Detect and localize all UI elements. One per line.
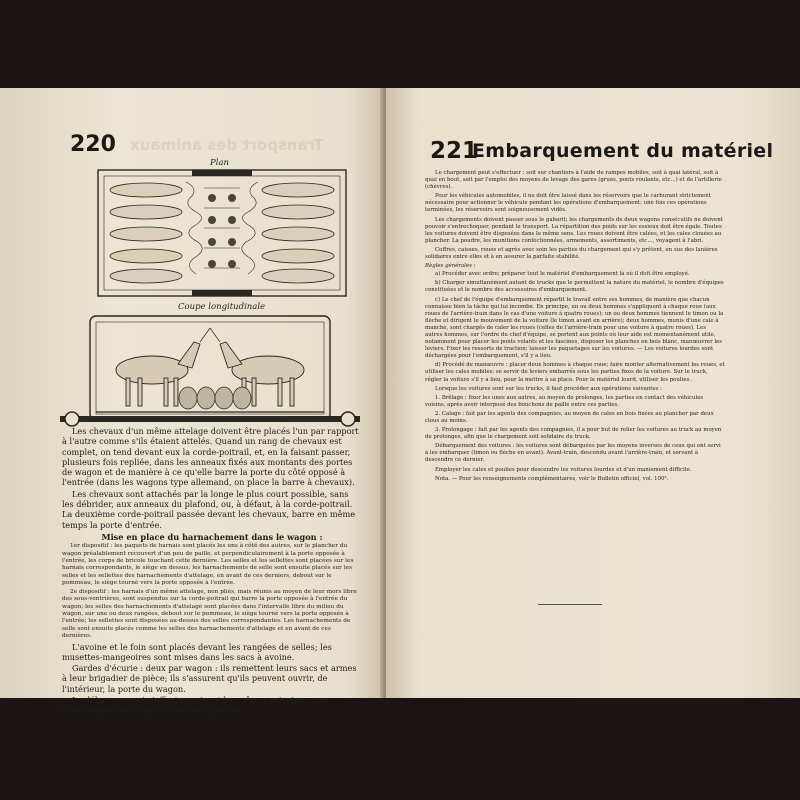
page-title: Embarquement du matériel <box>472 140 774 162</box>
section-heading: Mise en place du harnachement dans le wagon : <box>101 531 323 542</box>
wagon-section-figure <box>60 312 360 442</box>
rule-item: 2. Calage : fait par les agents des compagnies, au moyen de cales en bois fixées au plancher par deux clous au moins. <box>425 410 714 424</box>
rule-item: d) Procédé de manœuvre : placer deux hommes à chaque roue; faire monter alternativement les roues, et utiliser les cales mobiles; se servir de leviers embarrés sous les parties fixes de la voiture. Sur le truck, régler la voiture s'il y a lieu, pour la mettre à sa place. Pour le matériel lourd, utiliser les poulies. <box>425 362 725 383</box>
paragraph: Les chevaux d'un même attelage doivent être placés l'un par rapport à l'autre comme s'ils étaient attelés. Quand un rang de chevaux est complet, on tend devant eux la corde-poitrail, et, en la faisant passer, plusieurs fois repliée, dans les anneaux fixés aux montants des portes de wagon et de manière à ce qu'elle barre la porte du côté opposé à l'entrée (dans les wagons type allemand, on place la barre à chevaux). <box>62 426 359 488</box>
section-heading: Règles générales : <box>425 263 476 270</box>
small-paragraph: 2e dispositif : les harnais d'un même attelage, non pliés, mais réunis au moyen de leur mors libre des sous-ventrières, sont suspendus sur la corde-poitrail qui barre la porte opposée à l'entrée du wagon; les selles des harnachements d'attelage sont placées dans l'intervalle libre du milieu du wagon, sur une ou deux rangées, debout sur le pommeau, le siège tourné vers la porte opposée à l'entrée; les sellettes sont disposées au-dessus des selles correspondantes. Les harnachements de selle sont ensuite placés comme les selles des harnachements d'attelage et en avant de ces dernières. <box>62 588 357 640</box>
paragraph: Le débarquement s'effectue suivant les mêmes principes que l'embarquement et par les moyens inverses. <box>62 695 327 716</box>
bleed-through-text: Transport des animaux <box>130 136 324 154</box>
rule-item: Débarquement des voitures : les voitures sont débarquées par les moyens inverses de ceux qui ont servi à les embarquer (timon ou flèche en avant). Avant-train, descendu avant l'arrière-train, et servant à descendre ce dernier. <box>425 443 721 464</box>
left-page <box>0 88 386 716</box>
paragraph: Les chevaux sont attachés par la longe le plus court possible, sans les débrider, aux anneaux du plafond, ou, à défaut, à la corde-poitrail. La deuxième corde-poitrail passée devant les chevaux, barre en même temps la porte d'entrée. <box>62 488 356 530</box>
wagon-plan-figure <box>94 168 350 300</box>
closing-rule <box>538 604 602 605</box>
page-number-left: 220 <box>70 132 116 157</box>
rule-item: b) Charger simultanément autant de trucks que le permettent la nature du matériel, le nombre d'équipes constituées et le nombre des accessoires d'embarquement. <box>425 280 724 294</box>
left-page-text <box>62 426 362 717</box>
book-spread <box>0 88 800 716</box>
rule-item: 1. Brêlage : fixer les unes aux autres, au moyen de prolonges, les parties en contact des véhicules voisins, après avoir interposé des bouchons de paille entre ces parties. <box>425 394 704 408</box>
paragraph: Pour les véhicules automobiles, il ne doit être laissé dans les réservoirs que le carburant strictement nécessaire pour actionner le véhicule pendant les opérations d'embarquement; une fois ces opérations terminées, les réservoirs sont soigneusement vidés. <box>425 193 711 214</box>
paragraph: Le chargement peut s'effectuer : soit sur chantiers à l'aide de rampes mobiles, soit à quai latéral, soit à quai en bout, soit par l'emploi des moyens de levage des gares (grues, ponts roulants, etc...) et de l'artillerie (chèvres). <box>425 170 722 191</box>
rule-item: c) Le chef de l'équipe d'embarquement répartit le travail entre ses hommes, de manière que chacun connaisse bien la tâche qui lui incombe. En principe, un ou deux hommes s'appliquent à chaque roue (aux roues de l'arrière-train dans le cas d'une voiture à quatre roues); un ou deux hommes tiennent le timon ou la flèche et dirigent le mouvement de la voiture (le timon avant en arrière); deux hommes, munis d'une cale à manche, sont chargés de caler les roues (celles de l'arrière-train pour une voiture à quatre roues). Les autres hommes, sur l'ordre du chef d'équipe, se portent aux points où leur aide est momentanément utile, notamment pour placer les ponts volants et les fascines, disposer les planches en bois blanc, manœuvrer les leviers. Fixer les ressorts de traction; laisser les paquetages sur les voitures. — Les voitures lourdes sont déchargées pour l'embarquement, s'il y a lieu. <box>425 296 724 360</box>
figure-label-plan: Plan <box>210 158 229 168</box>
rule-item: 3. Prolongage : fait par les agents des compagnies, il a pour but de relier les voitures au truck au moyen de prolonges, afin que le chargement soit solidaire du truck. <box>425 427 722 441</box>
figure-label-coupe: Coupe longitudinale <box>178 302 266 312</box>
paragraph: Gardes d'écurie : deux par wagon : ils remettent leurs sacs et armes à leur brigadier de pièce; ils s'assurent qu'ils peuvent ouvrir, de l'intérieur, la porte du wagon. <box>62 663 357 694</box>
rule-item: a) Procéder avec ordre; préparer tout le matériel d'embarquement là où il doit être employé. <box>435 271 690 278</box>
footnote: Nota. — Pour les renseignements complémentaires, voir le Bulletin officiel, vol. 100². <box>435 475 669 482</box>
right-page-text <box>425 170 725 485</box>
rule-item: Lorsque les voitures sont sur les trucks, il faut procéder aux opérations suivantes : <box>435 385 662 392</box>
page-number-right: 221 <box>430 138 479 164</box>
paragraph: Coffres, caisses, roues et agrès avec soin les parties du chargement qui s'y prêtent, en sus des lanières solidaires entre elles et à en assurer la parfaite stabilité. <box>425 246 718 261</box>
rule-item: Employer les cales et poulies pour descendre les voitures lourdes et d'un maniement difficile. <box>435 466 692 473</box>
paragraph: Les chargements doivent passer sous le gabarit; les chargements de deux wagons consécutifs ne doivent pouvoir s'entrechoquer, pendant le transport. La répartition des poids sur les essieux doit être égale. Toutes les voitures doivent être disposées dans le même sens. Les roues doivent être calées, et les cales clouées au plancher. La poudre, les munitions confectionnées, armements, assortiments, etc..., voyagent à l'abri. <box>425 216 723 244</box>
small-paragraph: 1er dispositif : les paquets de harnais sont placés les uns à côté des autres, sur le plancher du wagon préalablement recouvert d'un peu de paille, et perpendiculairement à la porte opposée à l'entrée, les corps de bricole touchant cette dernière. Les selles et les sellettes sont placées sur les harnais correspondants, le siège en dessus; les harnachements de selle sont ensuite placés sur les selles et les sellettes des harnachements d'attelage, en avant de ces derniers, debout sur le pommeau, le siège tourné vers la porte opposée à l'entrée. <box>62 543 354 587</box>
paragraph: L'avoine et le foin sont placés devant les rangées de selles; les musettes-mangeoires sont mises dans les sacs à avoine. <box>62 641 332 662</box>
